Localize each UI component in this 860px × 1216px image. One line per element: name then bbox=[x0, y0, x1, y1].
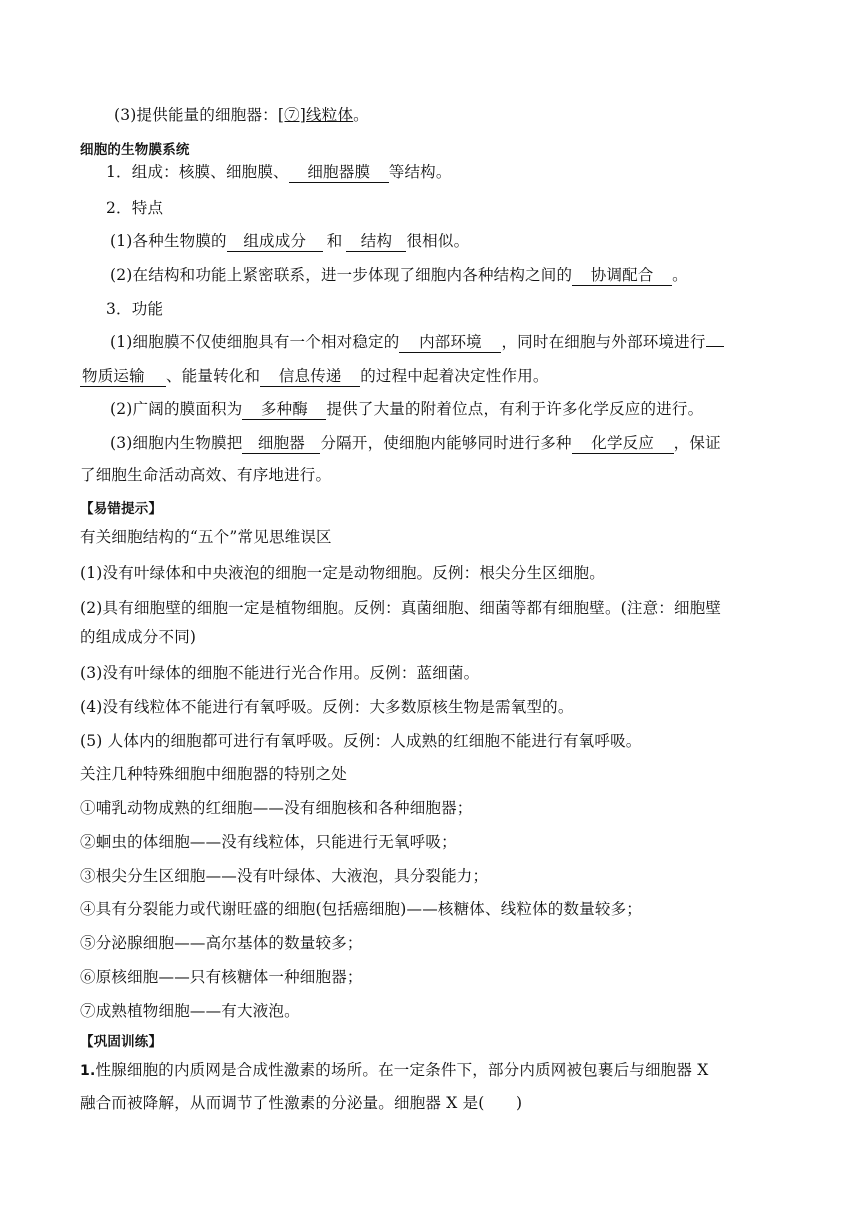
function3-line2: 了细胞生命活动高效、有序地进行。 bbox=[80, 466, 332, 484]
line-text: (2)在结构和功能上紧密联系，进一步体现了细胞内各种结构之间的 bbox=[110, 266, 573, 284]
answer-material-transport: 物质运输 bbox=[80, 366, 166, 387]
line-text: (1)细胞膜不仅使细胞具有一个相对稳定的 bbox=[110, 333, 400, 351]
line-text: ，保证 bbox=[673, 434, 721, 452]
line-text: 。 bbox=[353, 106, 369, 124]
line-text: (3)细胞内生物膜把 bbox=[110, 434, 243, 452]
answer-composition: 组成成分 bbox=[227, 231, 323, 252]
line-text: 很相似。 bbox=[406, 232, 470, 250]
answer-structure: 结构 bbox=[346, 231, 406, 252]
special-cells-intro: 关注几种特殊细胞中细胞器的特别之处 bbox=[80, 765, 347, 783]
tip-item: (1)没有叶绿体和中央液泡的细胞一定是动物细胞。反例：根尖分生区细胞。 bbox=[80, 564, 605, 582]
answer-organelle-membrane: 细胞器膜 bbox=[289, 162, 389, 183]
composition-line bbox=[106, 160, 452, 184]
special-cell-item: ④具有分裂能力或代谢旺盛的细胞(包括癌细胞)——核糖体、线粒体的数量较多； bbox=[80, 900, 642, 918]
line-text: ，同时在细胞与外部环境进行 bbox=[501, 333, 706, 351]
section-heading-biomembrane: 细胞的生物膜系统 bbox=[80, 142, 190, 158]
organelle-energy-line bbox=[114, 103, 369, 127]
answer-coordination: 协调配合 bbox=[572, 265, 672, 286]
function-title: 3．功能 bbox=[106, 300, 164, 318]
line-text: 。 bbox=[672, 266, 688, 284]
special-cell-item: ⑥原核细胞——只有核糖体一种细胞器； bbox=[80, 968, 363, 986]
answer-organelles: 细胞器 bbox=[242, 433, 320, 454]
feature2-line bbox=[110, 263, 688, 287]
line-text: 和 bbox=[326, 232, 343, 250]
function1-line bbox=[110, 330, 724, 354]
question-number: 1. bbox=[80, 1063, 96, 1079]
line-text: (3)提供能量的细胞器： bbox=[114, 106, 278, 124]
tip-item: 的组成成分不同) bbox=[80, 628, 197, 646]
function3-line bbox=[110, 431, 721, 455]
tip-item: (5) 人体内的细胞都可进行有氧呼吸。反例：人成熟的红细胞不能进行有氧呼吸。 bbox=[80, 732, 642, 750]
tip-item: (2)具有细胞壁的细胞一定是植物细胞。反例：真菌细胞、细菌等都有细胞壁。(注意：细胞壁 bbox=[80, 599, 722, 617]
line-text: 1．组成：核膜、细胞膜、 bbox=[106, 163, 289, 181]
line-text: 提供了大量的附着位点，有利于许多化学反应的进行。 bbox=[326, 400, 704, 418]
line-text: (1)各种生物膜的 bbox=[110, 232, 227, 250]
special-cell-item: ②蛔虫的体细胞——没有线粒体，只能进行无氧呼吸； bbox=[80, 833, 457, 851]
question-text: 性腺细胞的内质网是合成性激素的场所。在一定条件下，部分内质网被包裹后与细胞器 X bbox=[95, 1061, 709, 1079]
feature-title: 2．特点 bbox=[106, 199, 164, 217]
answer-information-transfer: 信息传递 bbox=[260, 366, 360, 387]
tips-intro: 有关细胞结构的“五个”常见思维误区 bbox=[80, 528, 332, 546]
answer-blank-start bbox=[706, 346, 724, 347]
question-1-line2: 融合而被降解，从而调节了性激素的分泌量。细胞器 X 是( ) bbox=[80, 1094, 523, 1112]
question-1-line1 bbox=[80, 1058, 708, 1083]
answer-mitochondria: [⑦]线粒体 bbox=[277, 106, 354, 124]
line-text: 、能量转化和 bbox=[166, 367, 261, 385]
special-cell-item: ③根尖分生区细胞——没有叶绿体、大液泡，具分裂能力； bbox=[80, 867, 489, 885]
answer-enzymes: 多种酶 bbox=[242, 399, 326, 420]
function1-line2 bbox=[80, 364, 549, 388]
section-heading-tips: 【易错提示】 bbox=[80, 501, 163, 517]
line-text: 分隔开，使细胞内能够同时进行多种 bbox=[320, 434, 572, 452]
function2-line bbox=[110, 397, 703, 421]
special-cell-item: ⑦成熟植物细胞——有大液泡。 bbox=[80, 1002, 300, 1020]
feature1-line bbox=[110, 229, 469, 253]
line-text: (2)广阔的膜面积为 bbox=[110, 400, 243, 418]
tip-item: (3)没有叶绿体的细胞不能进行光合作用。反例：蓝细菌。 bbox=[80, 664, 480, 682]
special-cell-item: ⑤分泌腺细胞——高尔基体的数量较多； bbox=[80, 934, 363, 952]
answer-internal-environment: 内部环境 bbox=[399, 332, 501, 353]
tip-item: (4)没有线粒体不能进行有氧呼吸。反例：大多数原核生物是需氧型的。 bbox=[80, 698, 574, 716]
line-text: 等结构。 bbox=[388, 163, 452, 181]
answer-chemical-reactions: 化学反应 bbox=[572, 433, 674, 454]
special-cell-item: ①哺乳动物成熟的红细胞——没有细胞核和各种细胞器； bbox=[80, 799, 473, 817]
line-text: 的过程中起着决定性作用。 bbox=[360, 367, 549, 385]
section-heading-practice: 【巩固训练】 bbox=[80, 1034, 163, 1050]
